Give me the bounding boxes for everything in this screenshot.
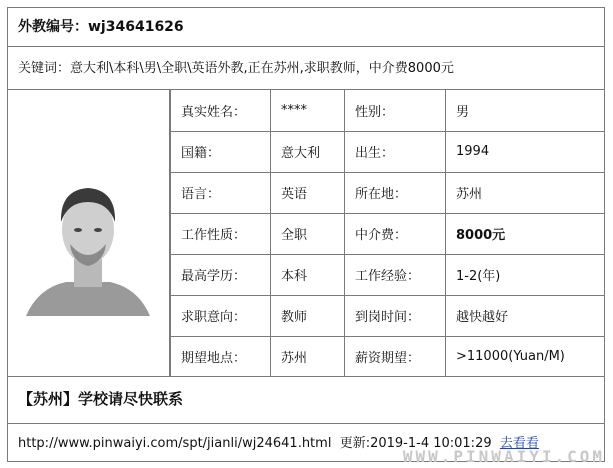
- watermark: WWW.PINWAIYI.COM: [402, 447, 605, 466]
- label-nationality: 国籍：: [171, 131, 271, 172]
- value-job-type: 全职: [271, 213, 345, 254]
- table-row: [171, 90, 605, 131]
- table-row: [171, 254, 605, 295]
- label-agency-fee: 中介费：: [345, 213, 446, 254]
- resume-card: [7, 7, 605, 462]
- label-education: 最高学历：: [171, 254, 271, 295]
- label-experience: 工作经验：: [345, 254, 446, 295]
- teacher-id-value: wj34641626: [88, 19, 184, 35]
- label-expected-location: 期望地点：: [171, 336, 271, 377]
- profile-photo: [8, 90, 170, 377]
- table-row: [171, 172, 605, 213]
- label-job-type: 工作性质：: [171, 213, 271, 254]
- value-salary: >11000(Yuan/M): [446, 336, 605, 377]
- update-time: 更新:2019-1-4 10:01:29: [339, 436, 492, 451]
- value-agency-fee: 8000元: [446, 213, 605, 254]
- contact-banner: 【苏州】学校请尽快联系: [8, 377, 604, 424]
- profile-table: [170, 90, 605, 377]
- value-education: 本科: [271, 254, 345, 295]
- table-row: [171, 131, 605, 172]
- label-location: 所在地：: [345, 172, 446, 213]
- teacher-id-label: 外教编号：: [18, 19, 88, 35]
- label-gender: 性别：: [345, 90, 446, 131]
- teacher-id-header: [8, 8, 604, 47]
- label-language: 语言：: [171, 172, 271, 213]
- value-start-time: 越快越好: [446, 295, 605, 336]
- label-job-intent: 求职意向：: [171, 295, 271, 336]
- value-job-intent: 教师: [271, 295, 345, 336]
- label-birth: 出生：: [345, 131, 446, 172]
- view-link[interactable]: 去看看: [499, 436, 539, 451]
- keywords-line: 关键词：意大利\本科\男\全职\英语外教,正在苏州,求职教师，中介费8000元: [8, 47, 604, 90]
- value-gender: 男: [446, 90, 605, 131]
- value-expected-location: 苏州: [271, 336, 345, 377]
- table-row: [171, 295, 605, 336]
- table-row: [171, 336, 605, 377]
- value-language: 英语: [271, 172, 345, 213]
- avatar-portrait: [8, 90, 169, 377]
- table-row: [171, 213, 605, 254]
- value-experience: 1-2(年): [446, 254, 605, 295]
- page-url: http://www.pinwaiyi.com/spt/jianli/wj24641.html: [18, 436, 332, 451]
- label-salary: 薪资期望：: [345, 336, 446, 377]
- label-start-time: 到岗时间：: [345, 295, 446, 336]
- value-real-name: ****: [271, 90, 345, 131]
- value-birth: 1994: [446, 131, 605, 172]
- label-real-name: 真实姓名：: [171, 90, 271, 131]
- value-location: 苏州: [446, 172, 605, 213]
- value-nationality: 意大利: [271, 131, 345, 172]
- profile-section: [8, 90, 604, 377]
